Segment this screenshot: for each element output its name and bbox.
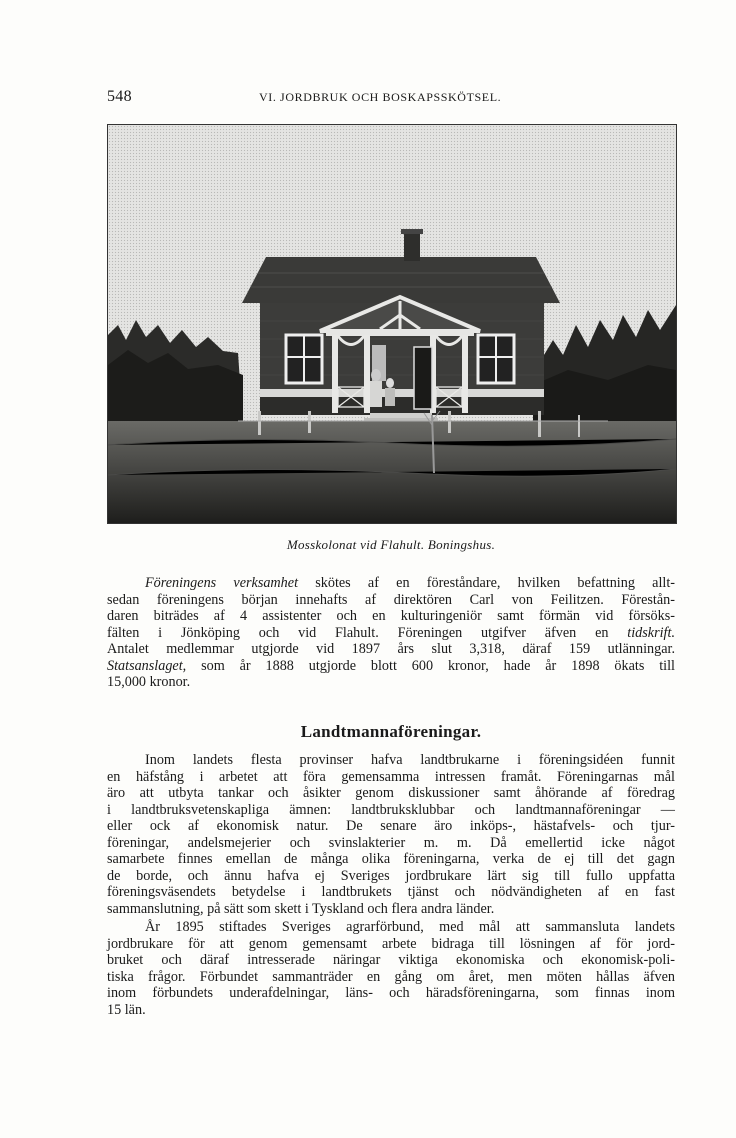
page-number: 548 (107, 88, 132, 105)
text-line: de borde, och ännu hafva ej Sveriges jordbrukare lärt sig till fullo uppfatta (107, 867, 675, 884)
text-line: 15 län. (107, 1001, 146, 1018)
text-segment: daren biträdes af 4 assistenter och en kulturingeniör samt förmän vid försöks- (107, 608, 675, 624)
italic-term: Statsanslaget, (107, 657, 187, 674)
text-segment: Antalet medlemmar utgjorde vid 1897 års slut 3,318, däraf 159 utlänningar. (107, 641, 675, 657)
text-line: föreningar, andelsmejerier och svinslakterier m. m. Då emellertid icke något (107, 834, 675, 851)
text-line (107, 575, 675, 592)
text-line (107, 592, 675, 609)
text-segment: fälten i Jönköping och vid Flahult. Föreningen utgifver äfven en (107, 624, 628, 641)
text-line: äro att utbyta tankar och åsikter genom diskussioner samt åhörande af föredrag (107, 785, 675, 801)
text-line (107, 608, 675, 625)
text-line: jordbrukare för att genom gemensamt arbete bidraga till lösningen af för jord- (107, 935, 675, 952)
paragraph-agrarforbund (107, 919, 675, 1018)
house-photograph (107, 124, 677, 524)
text-line: samarbete finnes emellan de många olika föreningarna, verka de ej till det gagn (107, 851, 675, 867)
text-line: inom förbundets underafdelningar, läns- och häradsföreningarna, som finnas inom (107, 985, 675, 1001)
figure-caption: Mosskolonat vid Flahult. Boningshus. (286, 537, 496, 552)
text-line: i landtbruksvetenskapliga ämnen: landtbruksklubbar och landtmannaföreningar — (107, 801, 675, 818)
text-segment: skötes af en föreståndare, hvilken befattning allt- (298, 575, 675, 591)
paragraph-foreningens-verksamhet (107, 575, 675, 691)
text-line: eller ock af ekonomisk natur. De senare äro inköps-, hästafvels- och tjur- (107, 818, 675, 834)
text-line (107, 641, 675, 658)
running-title: VI. JORDBRUK OCH BOSKAPSSKÖTSEL. (259, 90, 502, 104)
text-line (107, 674, 675, 691)
text-segment: som år 1888 utgjorde blott 600 kronor, hade år 1898 ökats till (186, 657, 675, 674)
text-line: sammanslutning, på sätt som skett i Tyskland och flera andra länder. (107, 900, 495, 917)
text-line: Inom landets flesta provinser hafva landtbrukarne i föreningsidéen funnit (145, 752, 675, 768)
text-line: en häfstång i arbetet att föra gemensamma intressen framåt. Föreningarnas mål (107, 768, 675, 785)
text-line: föreningsväsendets betydelse i landtbrukets tjänst och nödvändigheten af en fast (107, 884, 675, 900)
text-line: bruket och däraf intresserade näringar viktiga ekonomiska och ekonomisk-poli- (107, 952, 675, 968)
text-line: År 1895 stiftades Sveriges agrarförbund, med mål att sammansluta landets (145, 919, 675, 935)
text-line (107, 658, 675, 675)
text-line (107, 625, 675, 642)
text-line: tiska frågor. Förbundet sammanträder en gång om året, men möten hållas äfven (107, 968, 675, 985)
italic-term: tidskrift. (627, 624, 675, 641)
italic-term: Föreningens verksamhet (145, 575, 299, 591)
text-segment: 15,000 kronor. (107, 674, 191, 690)
section-heading: Landtmannaföreningar. (300, 722, 482, 741)
paragraph-landtmannaforeningar (107, 752, 675, 917)
text-segment: sedan föreningens början innehafts af direktören Carl von Feilitzen. Förestån- (107, 591, 675, 608)
